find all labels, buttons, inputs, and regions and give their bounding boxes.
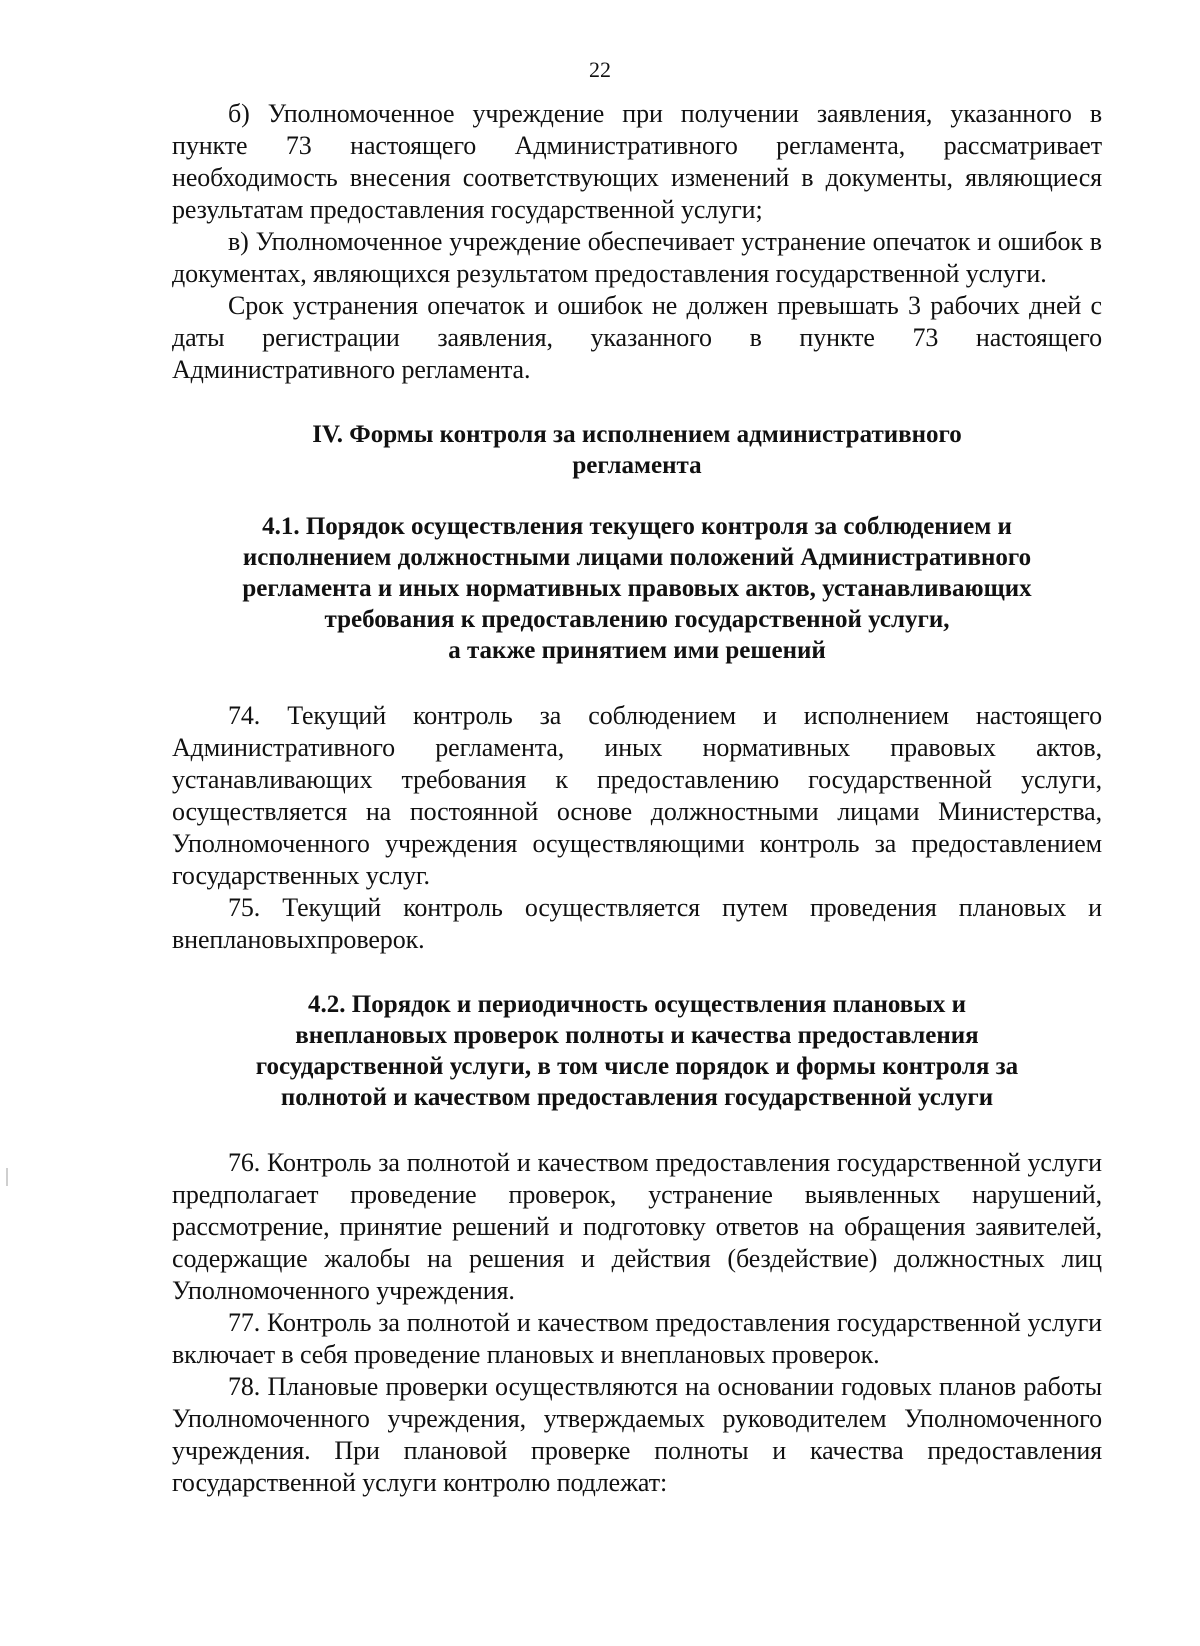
- spacer: [172, 386, 1102, 419]
- subsection-4-1-line-5: а также принятием ими решений: [448, 637, 826, 664]
- spacer: [172, 666, 1102, 700]
- subsection-4-2-line-3: государственной услуги, в том числе порядок и формы контроля за: [255, 1053, 1019, 1080]
- section-4-heading: [172, 419, 1102, 481]
- subsection-4-2-line-2: внеплановых проверок полноты и качества предоставления: [295, 1022, 979, 1049]
- paragraph-75: 75. Текущий контроль осуществляется путем проведения плановых и внеплановыхпроверок.: [172, 893, 1102, 954]
- paragraph-77: 77. Контроль за полнотой и качеством предоставления государственной услуги включает в себя проведение плановых и внеплановых проверок.: [172, 1308, 1102, 1369]
- spacer: [172, 1113, 1102, 1147]
- section-4-title-line-2: регламента: [572, 452, 702, 479]
- subsection-4-2-line-1: 4.2. Порядок и периодичность осуществления плановых и: [308, 991, 966, 1018]
- subsection-4-2-line-4: полнотой и качеством предоставления государственной услуги: [280, 1084, 994, 1111]
- paragraph-74: 74. Текущий контроль за соблюдением и исполнением настоящего Административного регламента, иных нормативных правовых актов, устанавливающих требования к предоставлению государственной услуги, осуществляется на постоянной основе должностными лицами Министерства, Уполномоченного учреждения осуществляющими контроль за предоставлением государственных услуг.: [172, 701, 1102, 890]
- paragraph-78: 78. Плановые проверки осуществляются на основании годовых планов работы Уполномоченного учреждения, утверждаемых руководителем Уполномоченного учреждения. При плановой проверке полноты и качества предоставления государственной услуги контролю подлежат:: [172, 1372, 1102, 1497]
- section-4-title-line-1: IV. Формы контроля за исполнением административного: [312, 421, 962, 448]
- subsection-4-1-line-3: регламента и иных нормативных правовых актов, устанавливающих: [242, 575, 1032, 602]
- subsection-4-1-heading: [172, 511, 1102, 666]
- subsection-4-1-line-2: исполнением должностными лицами положений Административного: [242, 544, 1032, 571]
- spacer: [172, 481, 1102, 511]
- page-content: [172, 98, 1102, 1499]
- paragraph-deadline: Срок устранения опечаток и ошибок не должен превышать 3 рабочих дней с даты регистрации заявления, указанного в пункте 73 настоящего Административного регламента.: [172, 291, 1102, 384]
- scan-margin-mark: [6, 1168, 8, 1186]
- paragraph-b: б) Уполномоченное учреждение при получении заявления, указанного в пункте 73 настоящего Административного регламента, рассматривает необходимость внесения соответствующих изменений в документы, являющиеся результатам предоставления государственной услуги;: [172, 99, 1102, 224]
- subsection-4-2-heading: [172, 989, 1102, 1113]
- subsection-4-1-line-1: 4.1. Порядок осуществления текущего контроля за соблюдением и: [262, 513, 1012, 540]
- subsection-4-1-line-4: требования к предоставлению государственной услуги,: [324, 606, 950, 633]
- paragraph-v: в) Уполномоченное учреждение обеспечивает устранение опечаток и ошибок в документах, являющихся результатом предоставления государственной услуги.: [172, 227, 1102, 288]
- spacer: [172, 956, 1102, 989]
- paragraph-76: 76. Контроль за полнотой и качеством предоставления государственной услуги предполагает проведение проверок, устранение выявленных нарушений, рассмотрение, принятие решений и подготовку ответов на обращения заявителей, содержащие жалобы на решения и действия (бездействие) должностных лиц Уполномоченного учреждения.: [172, 1148, 1102, 1305]
- page-number: 22: [589, 57, 611, 82]
